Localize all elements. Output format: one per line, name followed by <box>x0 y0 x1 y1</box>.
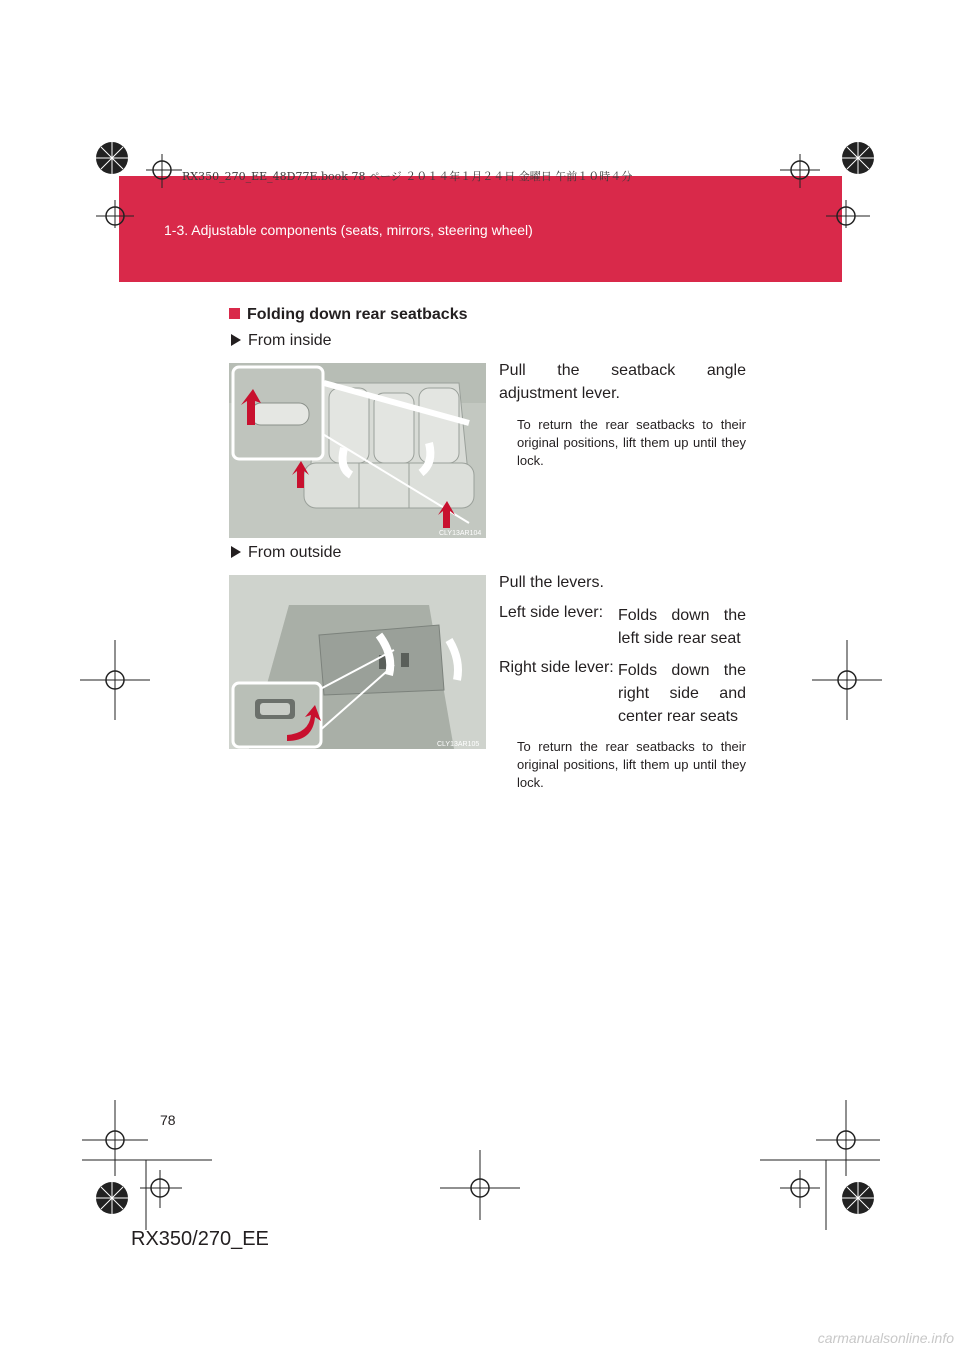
inside-instruction: Pull the seatback angle adjustment lever. <box>499 362 746 402</box>
section-heading <box>229 306 468 324</box>
heading-text: Folding down rear seatbacks <box>247 306 468 323</box>
right-lever-description <box>618 659 746 728</box>
registration-mark-icon <box>82 128 182 228</box>
page-number: 78 <box>160 1112 176 1128</box>
left-lever-desc-line: left side rear seat <box>618 630 741 647</box>
rear-seat-outside-illustration <box>229 575 486 749</box>
left-lever-desc-line: Folds down the <box>618 607 746 624</box>
image-code-inside: CLY13AR104 <box>439 530 482 537</box>
section-title: 1-3. Adjustable components (seats, mirrors, steering wheel) <box>164 222 533 238</box>
outside-note: To return the rear seatbacks to their original positions, lift them up until they lock. <box>517 739 746 790</box>
rear-seat-inside-illustration <box>229 363 486 538</box>
book-print-line: RX350_270_EE_48D77E.book 78 ページ ２０１４年１月２４日 金曜日 午前１０時４分 <box>182 170 633 183</box>
subheading-outside <box>231 544 341 562</box>
registration-mark-icon <box>760 128 880 228</box>
subheading-inside <box>231 332 332 350</box>
triangle-bullet-icon <box>231 546 241 558</box>
model-code: RX350/270_EE <box>131 1228 269 1250</box>
registration-mark-icon <box>440 1150 520 1220</box>
square-bullet-icon <box>229 308 240 319</box>
footer-site-text: carmanualsonline.info <box>817 1330 954 1346</box>
registration-mark-icon <box>812 640 882 720</box>
registration-mark-icon <box>80 640 150 720</box>
registration-mark-icon <box>82 1100 212 1230</box>
left-lever-description <box>618 604 746 650</box>
left-lever-label: Left side lever: <box>499 604 604 621</box>
subheading-inside-text: From inside <box>248 332 332 349</box>
right-lever-desc-line: right side and <box>618 685 746 702</box>
inside-note: To return the rear seatbacks to their original positions, lift them up until they lock. <box>517 417 746 468</box>
outside-instruction: Pull the levers. <box>499 574 604 591</box>
subheading-outside-text: From outside <box>248 544 342 561</box>
registration-mark-icon <box>760 1100 880 1230</box>
right-lever-label: Right side lever: <box>499 659 614 676</box>
right-lever-desc-line: Folds down the <box>618 662 746 679</box>
right-lever-desc-line: center rear seats <box>618 708 739 725</box>
image-code-outside: CLY13AR105 <box>437 741 480 748</box>
triangle-bullet-icon <box>231 334 241 346</box>
